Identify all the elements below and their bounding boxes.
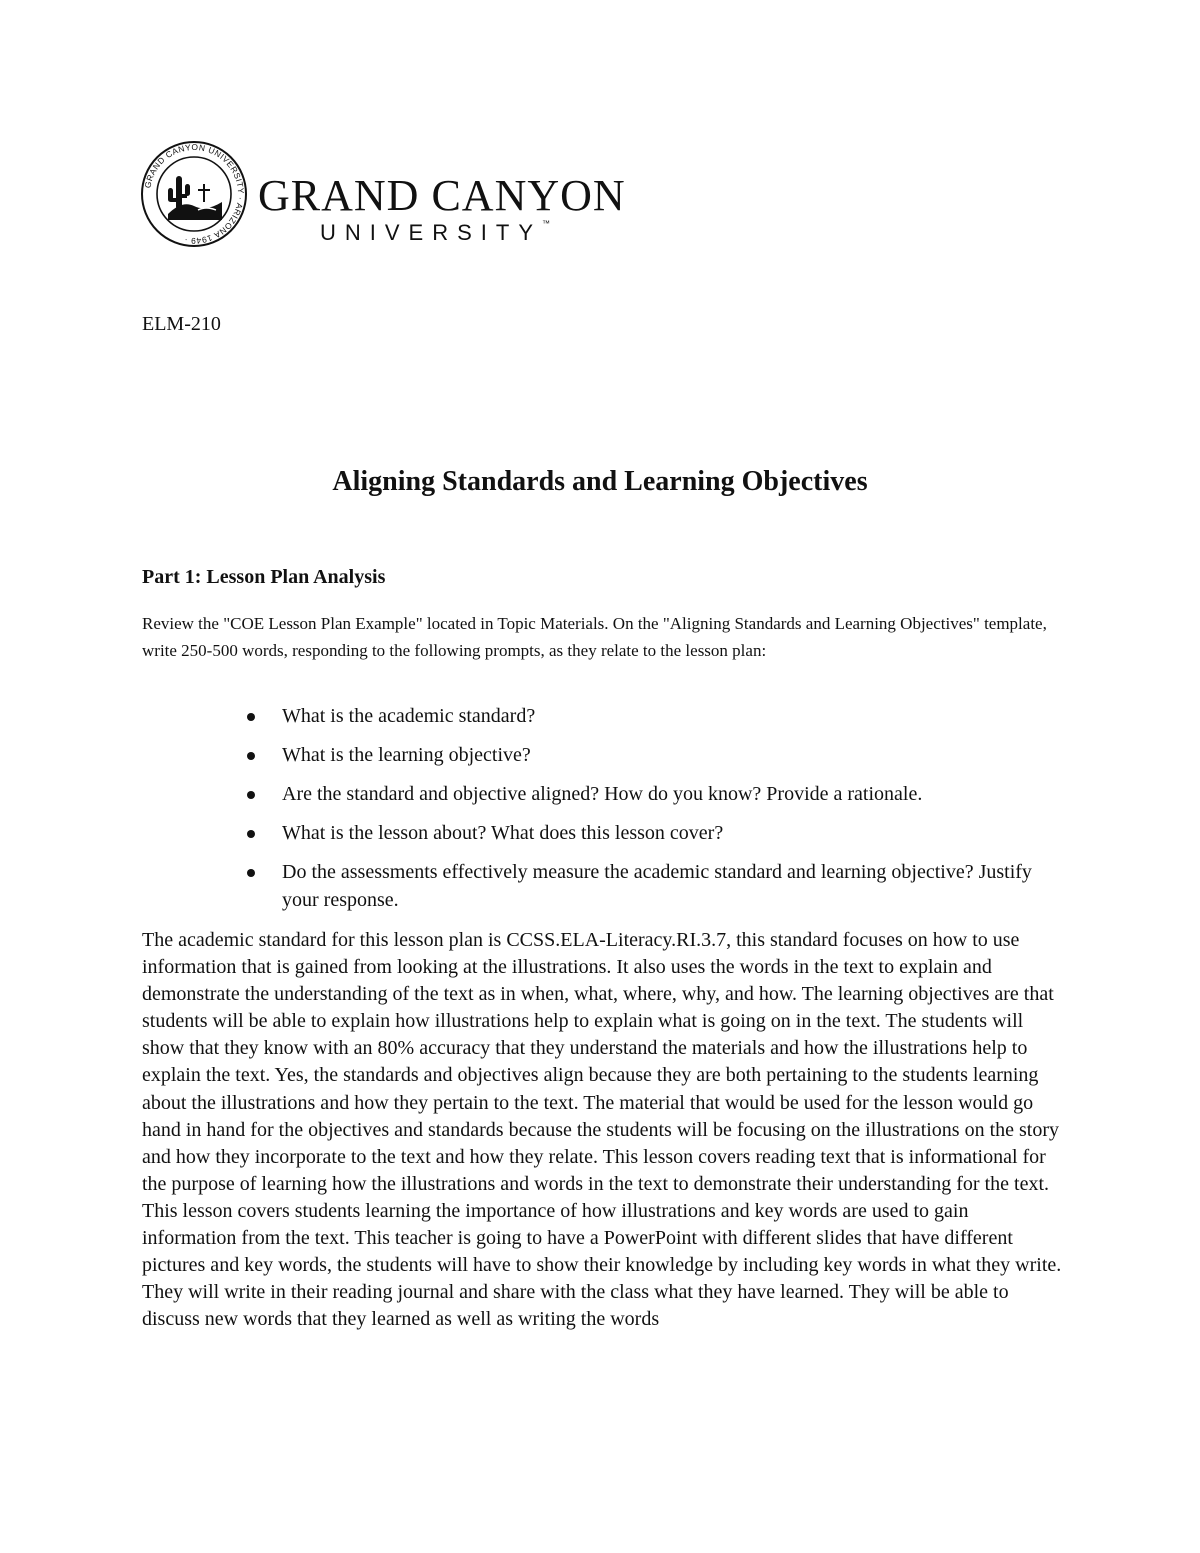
- document-title: Aligning Standards and Learning Objectives: [332, 466, 868, 497]
- part-heading: Part 1: Lesson Plan Analysis: [142, 566, 386, 588]
- prompt-text: Do the assessments effectively measure the academic standard and learning objective? Justify your response.: [282, 861, 1032, 911]
- wordmark-university: UNIVERSITY: [320, 220, 543, 245]
- list-item: [142, 858, 1042, 914]
- prompt-text: Are the standard and objective aligned? How do you know? Provide a rationale.: [282, 783, 923, 805]
- response-paragraph: The academic standard for this lesson plan is CCSS.ELA-Literacy.RI.3.7, this standard focuses on how to use information that is gained from looking at the illustrations. It also uses the words in the text to explain and demonstrate the understanding of the text as in when, what, where, why, and how. The learning objectives are that students will be able to explain how illustrations help to explain what is going on in the text. The students will show that they know with an 80% accuracy that they understand the materials and how the illustrations help to explain the text. Yes, the standards and objectives align because they are both pertaining to the students learning about the illustrations and how they pertain to the text. The material that would be used for the lesson would go hand in hand for the objectives and standards because the students will be focusing on the illustrations on the story and how they incorporate to the text and how they relate. This lesson covers reading text that is informational for the purpose of learning how the illustrations and words in the text to demonstrate their understanding for the text. This lesson covers students learning the importance of how illustrations and key words are used to gain information from the text. This teacher is going to have a PowerPoint with different slides that have different pictures and key words, the students will have to show their knowledge by including key words in what they write. They will write in their reading journal and share with the class what they have learned. They will be able to discuss new words that they learned as well as writing the words: [142, 929, 1062, 1331]
- bullet-icon: [247, 869, 255, 877]
- prompt-text: What is the lesson about? What does this lesson cover?: [282, 822, 724, 844]
- bullet-icon: [247, 830, 255, 838]
- bullet-icon: [247, 791, 255, 799]
- university-seal-icon: [140, 140, 248, 248]
- prompt-text: What is the academic standard?: [282, 705, 536, 727]
- list-item: [142, 819, 1042, 847]
- list-item: [142, 702, 1042, 730]
- assignment-instructions: Review the "COE Lesson Plan Example" located in Topic Materials. On the "Aligning Standards and Learning Objectives" template, write 250-500 words, responding to the following prompts, as they relate to the lesson plan:: [142, 614, 1047, 660]
- svg-text:GRAND CANYON UNIVERSITY · ARIZ: GRAND CANYON UNIVERSITY · ARIZONA 1949 ·: [142, 141, 247, 247]
- wordmark-primary: [258, 171, 626, 220]
- bullet-icon: [247, 752, 255, 760]
- course-code: ELM-210: [142, 313, 221, 335]
- wordmark-secondary: [320, 219, 551, 245]
- list-item: [142, 741, 1042, 769]
- list-item: [142, 780, 1042, 808]
- prompt-text: What is the learning objective?: [282, 744, 531, 766]
- wordmark-word-1: GRAND: [258, 171, 420, 220]
- wordmark-word-2: CANYON: [431, 171, 626, 220]
- trademark-symbol: ™: [542, 219, 551, 228]
- prompt-list: [142, 702, 1042, 925]
- bullet-icon: [247, 713, 255, 721]
- university-logo: [140, 140, 626, 250]
